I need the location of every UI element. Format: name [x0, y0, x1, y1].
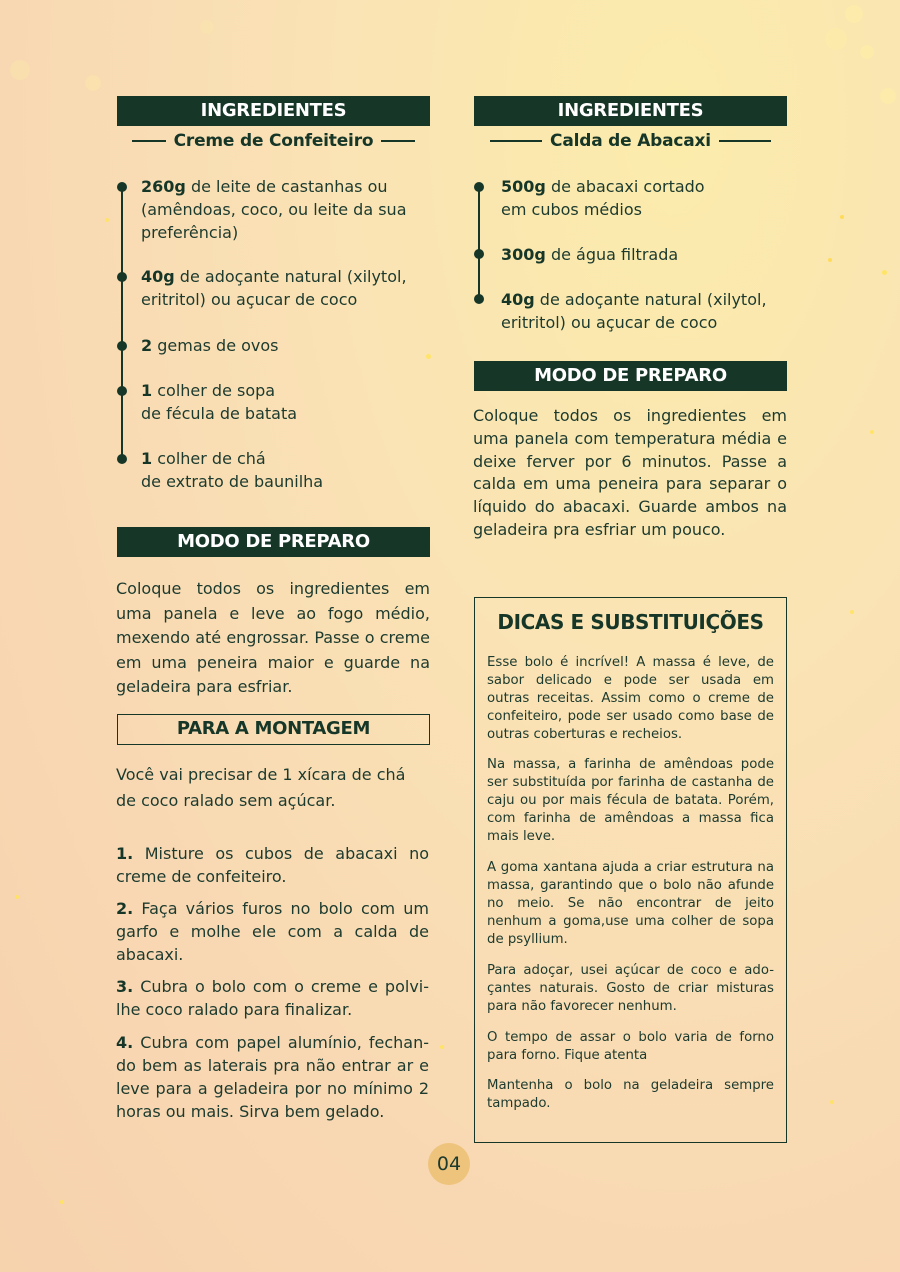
right-bullet — [474, 294, 484, 304]
left-bullet — [117, 386, 127, 396]
page-number: 04 — [428, 1143, 470, 1185]
left-ingredients-banner: INGREDIENTES — [117, 96, 430, 126]
left-ingredient-1: 260g de leite de castanhas ou (amêndoas, coco, ou leite da sua preferência) — [141, 177, 407, 242]
left-bullet — [117, 341, 127, 351]
left-subtitle-text: Creme de Confeiteiro — [173, 131, 374, 151]
left-timeline — [121, 186, 123, 462]
tip-3: A goma xantana ajuda a criar estrutura na massa, garantindo que o bolo não afunde no meio. Se não encontrar de jeito nenhum a goma,use uma colher de sopa de psyllium. — [487, 860, 774, 947]
tips-box — [474, 597, 787, 1143]
right-ingredient-1: 500g de abacaxi cortado em cubos médios — [501, 177, 705, 219]
left-bullet — [117, 272, 127, 282]
assembly-step-4: 4. Cubra com papel alumínio, fechan-do bem as laterais pra não entrar ar e leve para a geladeira por no mínimo 2 horas ou mais. Sirva bem gelado. — [116, 1033, 429, 1121]
right-bullet — [474, 182, 484, 192]
left-ingredient-3: 2 gemas de ovos — [141, 336, 279, 355]
tip-6: Mantenha o bolo na geladeira sempre tampado. — [487, 1078, 774, 1111]
left-ingredient-5: 1 colher de chá de extrato de baunilha — [141, 449, 324, 491]
assembly-step-3: 3. Cubra o bolo com o creme e polvi-lhe coco ralado para finalizar. — [116, 977, 429, 1019]
right-ingredients-banner: INGREDIENTES — [474, 96, 787, 126]
assembly-step-1: 1. Misture os cubos de abacaxi no creme de confeiteiro. — [116, 844, 429, 886]
right-subtitle — [474, 129, 787, 153]
left-method-banner: MODO DE PREPARO — [117, 527, 430, 557]
tips-title: DICAS E SUBSTITUIÇÕES — [497, 610, 764, 634]
assembly-step-2: 2. Faça vários furos no bolo com um garfo e molhe ele com a calda de abacaxi. — [116, 899, 429, 964]
tip-1: Esse bolo é incrível! A massa é leve, de sabor delicado e pode ser usada em outras receitas. Assim como o creme de confeiteiro, pode ser usado como base de outras coberturas e recheios. — [487, 655, 774, 742]
right-subtitle-text: Calda de Abacaxi — [550, 131, 711, 151]
assembly-banner: PARA A MONTAGEM — [117, 714, 430, 745]
right-ingredient-2: 300g de água filtrada — [501, 245, 679, 264]
left-bullet — [117, 454, 127, 464]
left-subtitle — [117, 129, 430, 153]
right-bullet — [474, 249, 484, 259]
assembly-intro: Você vai precisar de 1 xícara de chá de coco ralado sem açúcar. — [116, 765, 406, 810]
right-method-banner: MODO DE PREPARO — [474, 361, 787, 391]
right-method-text: Coloque todos os ingredientes em uma panela com temperatura média e deixe ferver por 6 minutos. Passe a calda em uma peneira para separar o líquido do abacaxi. Guarde ambos na geladeira pra esfriar um pouco. — [473, 406, 787, 539]
tip-4: Para adoçar, usei açúcar de coco e ado-çantes naturais. Gosto de criar misturas para não favorecer nenhum. — [487, 963, 774, 1014]
left-method-text: Coloque todos os ingredientes em uma panela e leve ao fogo médio, mexendo até engrossar. Passe o creme em uma peneira maior e guarde na geladeira para esfriar. — [116, 579, 430, 696]
right-ingredient-3: 40g de adoçante natural (xilytol, eritritol) ou açucar de coco — [501, 290, 767, 332]
tip-2: Na massa, a farinha de amêndoas pode ser substituída por farinha de castanha de caju ou por mais fécula de batata. Porém, com farinha de amêndoas a massa fica mais leve. — [487, 757, 774, 844]
left-ingredient-4: 1 colher de sopa de fécula de batata — [141, 381, 298, 423]
left-bullet — [117, 182, 127, 192]
left-ingredient-2: 40g de adoçante natural (xilytol, eritritol) ou açucar de coco — [141, 267, 407, 309]
right-timeline — [478, 186, 480, 298]
tip-5: O tempo de assar o bolo varia de forno para forno. Fique atenta — [487, 1030, 774, 1063]
